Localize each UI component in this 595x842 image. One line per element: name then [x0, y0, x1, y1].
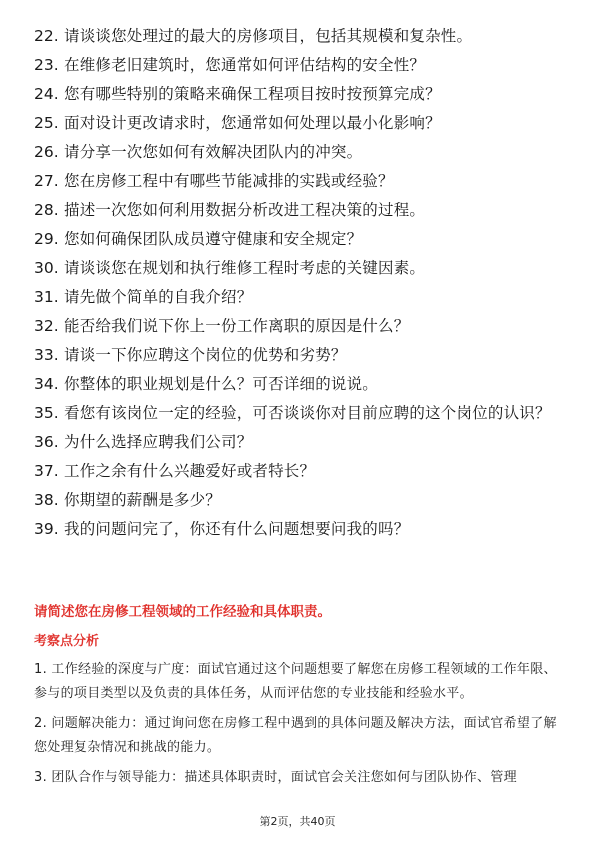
question-number: 30. [34, 259, 59, 277]
question-text: 请先做个简单的自我介绍？ [64, 288, 253, 306]
section-heading: 请简述您在房修工程领域的工作经验和具体职责。 [34, 604, 331, 620]
question-text: 您有哪些特别的策略来确保工程项目按时按预算完成？ [64, 85, 441, 103]
analysis-subheading: 考察点分析 [34, 634, 100, 649]
question-number: 32. [34, 317, 59, 335]
list-item [34, 460, 564, 482]
question-text: 能否给我们说下你上一份工作离职的原因是什么？ [64, 317, 410, 335]
list-item [34, 344, 564, 366]
list-item [34, 489, 564, 511]
question-number: 29. [34, 230, 59, 248]
question-number: 23. [34, 56, 59, 74]
question-text: 看您有该岗位一定的经验，可否谈谈你对目前应聘的这个岗位的认识？ [64, 404, 551, 422]
question-number: 24. [34, 85, 59, 103]
question-text: 为什么选择应聘我们公司？ [64, 433, 253, 451]
list-item [34, 141, 564, 163]
question-number: 27. [34, 172, 59, 190]
question-text: 你期望的薪酬是多少？ [64, 491, 222, 509]
question-text: 你整体的职业规划是什么？可否详细的说说。 [64, 375, 379, 393]
list-item [34, 315, 564, 337]
question-number: 37. [34, 462, 59, 480]
list-item [34, 228, 564, 250]
question-number: 39. [34, 520, 59, 538]
question-number: 35. [34, 404, 59, 422]
list-item [34, 112, 564, 134]
question-text: 我的问题问完了，你还有什么问题想要问我的吗？ [64, 520, 410, 538]
question-number: 36. [34, 433, 59, 451]
list-item [34, 199, 564, 221]
question-text: 您如何确保团队成员遵守健康和安全规定？ [64, 230, 363, 248]
question-text: 请分享一次您如何有效解决团队内的冲突。 [64, 143, 363, 161]
list-item [34, 54, 564, 76]
question-number: 28. [34, 201, 59, 219]
question-text: 描述一次您如何利用数据分析改进工程决策的过程。 [64, 201, 426, 219]
list-item [34, 170, 564, 192]
question-number: 33. [34, 346, 59, 364]
question-text: 面对设计更改请求时，您通常如何处理以最小化影响？ [64, 114, 441, 132]
question-text: 请谈谈您在规划和执行维修工程时考虑的关键因素。 [64, 259, 426, 277]
list-item [34, 257, 564, 279]
analysis-points [34, 658, 562, 796]
list-item [34, 83, 564, 105]
analysis-point: 1. 工作经验的深度与广度：面试官通过这个问题想要了解您在房修工程领域的工作年限、参与的项目类型以及负责的具体任务，从而评估您的专业技能和经验水平。 [34, 662, 557, 701]
page-footer: 第2页，共40页 [259, 815, 336, 828]
list-item [34, 286, 564, 308]
question-number: 22. [34, 27, 59, 45]
question-number: 25. [34, 114, 59, 132]
question-text: 在维修老旧建筑时，您通常如何评估结构的安全性？ [64, 56, 426, 74]
question-number: 26. [34, 143, 59, 161]
question-number: 34. [34, 375, 59, 393]
question-text: 工作之余有什么兴趣爱好或者特长？ [64, 462, 316, 480]
question-text: 请谈谈您处理过的最大的房修项目，包括其规模和复杂性。 [64, 27, 473, 45]
list-item [34, 373, 564, 395]
list-item [34, 431, 564, 453]
list-item [34, 518, 564, 540]
analysis-point: 3. 团队合作与领导能力：描述具体职责时，面试官会关注您如何与团队协作、管理 [34, 770, 517, 785]
list-item [34, 25, 564, 47]
question-number: 38. [34, 491, 59, 509]
question-number: 31. [34, 288, 59, 306]
question-text: 您在房修工程中有哪些节能减排的实践或经验？ [64, 172, 394, 190]
question-text: 请谈一下你应聘这个岗位的优势和劣势？ [64, 346, 347, 364]
analysis-point: 2. 问题解决能力：通过询问您在房修工程中遇到的具体问题及解决方法，面试官希望了解您处理复杂情况和挑战的能力。 [34, 716, 557, 755]
list-item [34, 402, 564, 424]
question-list [34, 25, 564, 547]
